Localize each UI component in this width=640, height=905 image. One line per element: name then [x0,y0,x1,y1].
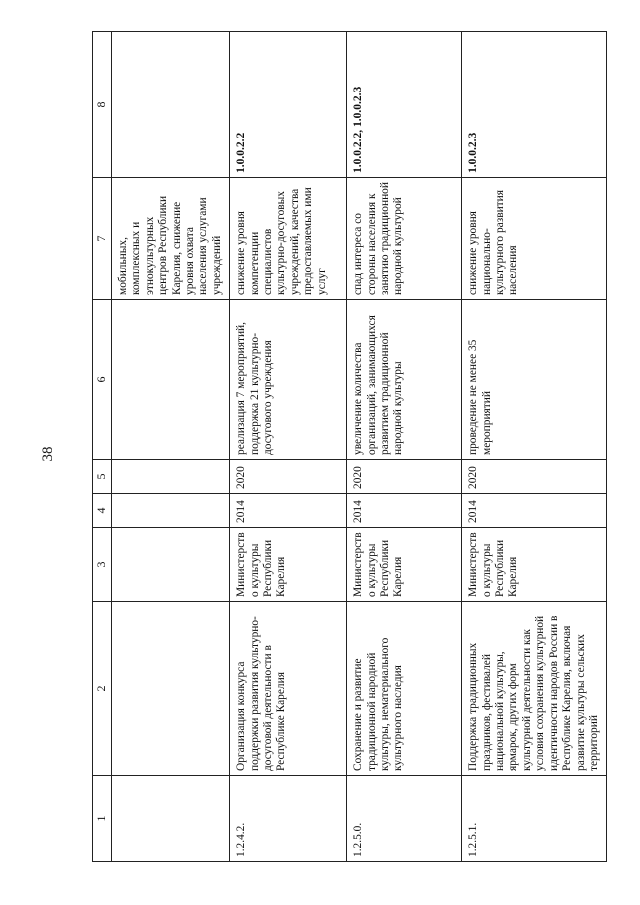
start-year: 2014 [230,494,347,528]
measure-name: Организация конкурса поддержки развития культурно-досуговой деятельности в Республике Карелия [230,602,347,776]
header-row [93,32,112,862]
header-cell: 4 [93,494,112,528]
header-cell: 8 [93,32,112,178]
executor: Министерство культуры Республики Карелия [347,528,462,602]
start-year: 2014 [347,494,462,528]
header-cell: 1 [93,776,112,862]
end-year [112,460,230,494]
end-year: 2020 [230,460,347,494]
measure-name: Сохранение и развитие традиционной народной культуры, нематериального культурного наследия [347,602,462,776]
expected-result: реализация 7 мероприятий, поддержка 21 культурно-досугового учреждения [230,300,347,460]
expected-result: проведение не менее 35 мероприятий [462,300,607,460]
measure-number: 1.2.4.2. [230,776,347,862]
header-cell: 7 [93,178,112,300]
consequences: снижение уровня компетенции специалистов культурно-досуговых учреждений, качества предоставляемых ими услуг [230,178,347,300]
page-number: 38 [40,446,56,462]
table-row [462,32,607,862]
program-measures-table [92,31,607,862]
start-year: 2014 [462,494,607,528]
table-row [112,32,230,862]
indicator-link: 1.0.0.2.2 [230,32,347,178]
expected-result: увеличение количества организаций, занимающихся развитием традиционной народной культуры [347,300,462,460]
measure-number [112,776,230,862]
header-cell: 3 [93,528,112,602]
measure-name: Поддержка традиционных праздников, фестивалей национальной культуры, ярмарок, других форм культурной деятельности как условия сохранения культурной идентичности народов России в Республике Карелия, включая развитие культуры сельских территорий [462,602,607,776]
end-year: 2020 [462,460,607,494]
table-row [347,32,462,862]
start-year [112,494,230,528]
rotated-page-content [92,32,600,862]
measure-name [112,602,230,776]
indicator-link [112,32,230,178]
header-cell: 6 [93,300,112,460]
measure-number: 1.2.5.0. [347,776,462,862]
executor: Министерство культуры Республики Карелия [462,528,607,602]
header-cell: 5 [93,460,112,494]
consequences: снижение уровня национально-культурного развития населения [462,178,607,300]
header-cell: 2 [93,602,112,776]
expected-result [112,300,230,460]
executor [112,528,230,602]
indicator-link: 1.0.0.2.2, 1.0.0.2.3 [347,32,462,178]
consequences: мобильных, комплексных и этнокультурных центров Республики Карелия, снижение уровня охвата населения услугами учреждений [112,178,230,300]
consequences: спад интереса со стороны населения к занятию традиционной народной культурой [347,178,462,300]
table-row [230,32,347,862]
executor: Министерство культуры Республики Карелия [230,528,347,602]
indicator-link: 1.0.0.2.3 [462,32,607,178]
measure-number: 1.2.5.1. [462,776,607,862]
end-year: 2020 [347,460,462,494]
